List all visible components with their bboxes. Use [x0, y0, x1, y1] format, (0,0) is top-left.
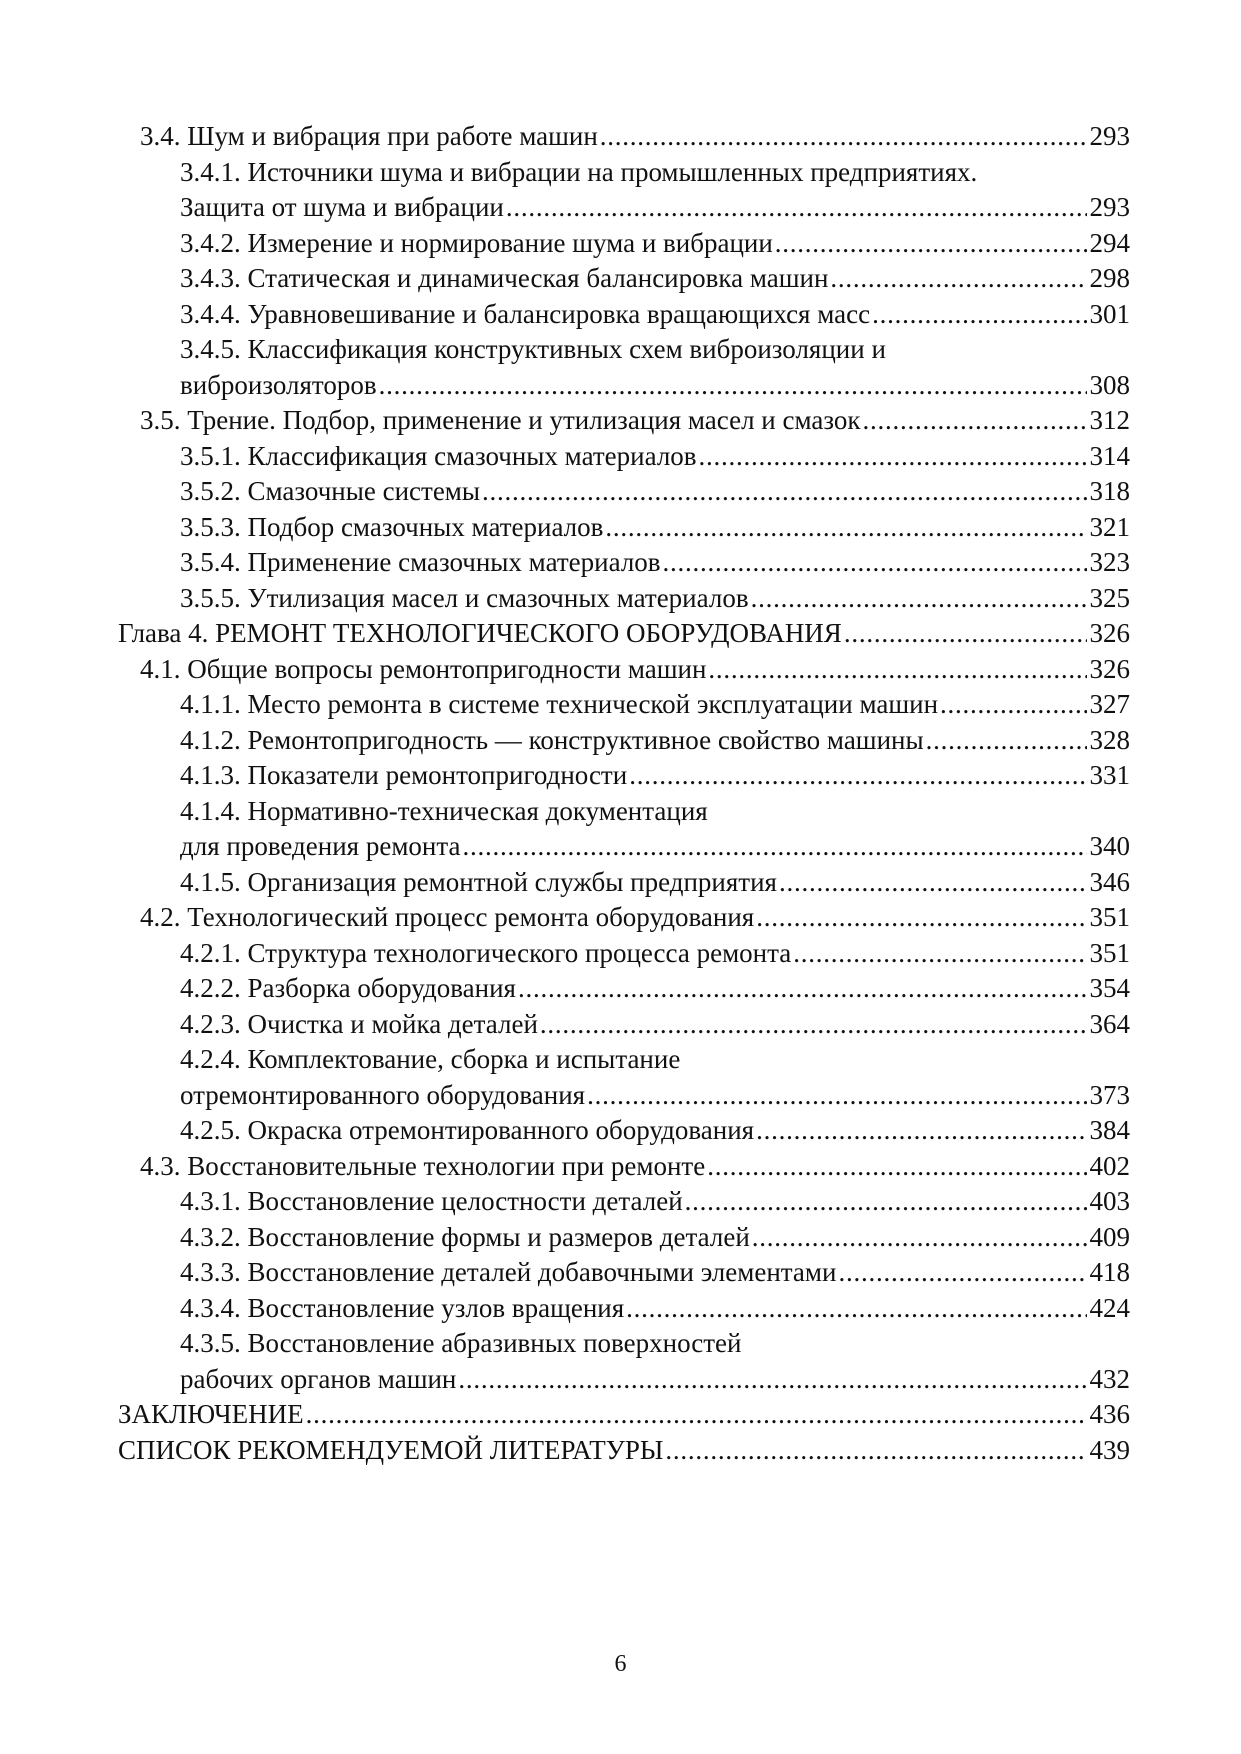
toc-entry[interactable] — [118, 1326, 1130, 1397]
toc-entry-page: 323 — [1089, 547, 1130, 577]
toc-entry-page: 364 — [1089, 1008, 1130, 1039]
toc-entry-title: для проведения ремонта — [180, 831, 461, 861]
toc-entry[interactable] — [118, 1007, 1130, 1043]
dot-leader — [838, 1255, 1086, 1285]
dot-leader — [629, 758, 1086, 788]
dot-leader — [844, 616, 1087, 646]
toc-entry[interactable] — [118, 297, 1130, 333]
toc-entry-page: 293 — [1089, 121, 1130, 151]
toc-entry-title: Глава 4. РЕМОНТ ТЕХНОЛОГИЧЕСКОГО ОБОРУДОВАНИЯ — [118, 618, 842, 648]
dot-leader — [752, 1220, 1087, 1250]
toc-entry-page: 340 — [1089, 831, 1130, 861]
toc-entry-title: 4.2. Технологический процесс ремонта оборудования — [140, 902, 755, 932]
toc-entry-page: 327 — [1089, 689, 1130, 719]
toc-entry[interactable] — [118, 1255, 1130, 1291]
toc-entry[interactable] — [118, 900, 1130, 936]
toc-entry[interactable] — [118, 1397, 1130, 1433]
toc-entry[interactable] — [118, 723, 1130, 759]
dot-leader — [458, 1362, 1086, 1392]
toc-entry[interactable] — [118, 1113, 1130, 1149]
toc-entry[interactable] — [118, 936, 1130, 972]
dot-leader — [756, 1113, 1086, 1143]
toc-entry-page: 351 — [1089, 902, 1130, 932]
toc-entry-title: 3.4. Шум и вибрация при работе машин — [140, 121, 598, 151]
dot-leader — [779, 865, 1087, 895]
toc-entry-title: 3.5.1. Классификация смазочных материалов — [180, 440, 697, 471]
toc-entry-title: СПИСОК РЕКОМЕНДУЕМОЙ ЛИТЕРАТУРЫ — [118, 1434, 664, 1465]
toc-entry-page: 293 — [1089, 192, 1130, 222]
dot-leader — [830, 261, 1086, 291]
toc-entry-page: 318 — [1089, 476, 1130, 506]
toc-entry-page: 325 — [1089, 582, 1130, 613]
toc-entry-page: 346 — [1089, 866, 1130, 897]
toc-entry-title: 3.4.4. Уравновешивание и балансировка вращающихся масс — [180, 298, 871, 329]
toc-entry-page: 312 — [1089, 405, 1130, 435]
toc-entry[interactable] — [118, 439, 1130, 475]
toc-entry[interactable] — [118, 545, 1130, 581]
toc-entry-title: 4.3. Восстановительные технологии при ремонте — [140, 1150, 706, 1181]
dot-leader — [707, 1149, 1086, 1179]
toc-entry-page: 308 — [1089, 369, 1130, 400]
toc-entry[interactable] — [118, 510, 1130, 546]
dot-leader — [506, 190, 1087, 220]
dot-leader — [708, 652, 1086, 682]
toc-entry-page: 354 — [1089, 973, 1130, 1003]
toc-entry-page: 403 — [1089, 1186, 1130, 1216]
toc-entry-title: 4.1.5. Организация ремонтной службы предприятия — [180, 866, 777, 897]
toc-entry[interactable] — [118, 581, 1130, 617]
toc-entry-page: 328 — [1089, 724, 1130, 755]
toc-entry-title: ЗАКЛЮЧЕНИЕ — [118, 1399, 304, 1429]
toc-entry-title: виброизоляторов — [180, 369, 377, 400]
toc-entry-title: 3.4.3. Статическая и динамическая балансировка машин — [180, 263, 829, 293]
dot-leader — [872, 297, 1086, 327]
dot-leader — [379, 368, 1087, 398]
toc-entry-title-line1: 3.4.1. Источники шума и вибрации на промышленных предприятиях. — [180, 156, 978, 187]
toc-entry-page: 409 — [1089, 1221, 1130, 1252]
toc-entry-page: 326 — [1089, 618, 1130, 648]
dot-leader — [518, 971, 1087, 1001]
toc-entry[interactable] — [118, 332, 1130, 403]
dot-leader — [626, 1291, 1086, 1321]
toc-entry[interactable] — [118, 1149, 1130, 1185]
toc-entry[interactable] — [118, 1220, 1130, 1256]
toc-entry-page: 331 — [1089, 760, 1130, 790]
table-of-contents — [118, 119, 1130, 1468]
toc-entry-page: 418 — [1089, 1257, 1130, 1287]
toc-entry-title: 3.5.4. Применение смазочных материалов — [180, 547, 661, 577]
dot-leader — [540, 1007, 1087, 1037]
toc-entry-page: 326 — [1089, 653, 1130, 684]
toc-entry[interactable] — [118, 474, 1130, 510]
toc-entry-page: 384 — [1089, 1115, 1130, 1145]
toc-entry[interactable] — [118, 865, 1130, 901]
toc-entry-title: 4.1. Общие вопросы ремонтопригодности машин — [140, 653, 707, 684]
toc-entry-page: 439 — [1089, 1434, 1130, 1465]
toc-entry-title: 4.2.2. Разборка оборудования — [180, 973, 516, 1003]
toc-entry[interactable] — [118, 794, 1130, 865]
dot-leader — [685, 1184, 1087, 1214]
toc-entry-title: 3.5.2. Смазочные системы — [180, 476, 481, 506]
toc-entry-title: 3.5.3. Подбор смазочных материалов — [180, 511, 604, 542]
toc-entry-title: 3.5. Трение. Подбор, применение и утилизация масел и смазок — [140, 405, 861, 435]
dot-leader — [482, 474, 1086, 504]
dot-leader — [663, 545, 1087, 575]
toc-entry-title-line1: 4.1.4. Нормативно-техническая документация — [180, 795, 708, 826]
dot-leader — [665, 1433, 1086, 1463]
toc-entry-page: 424 — [1089, 1292, 1130, 1323]
toc-entry-title: отремонтированного оборудования — [180, 1079, 586, 1110]
toc-entry[interactable] — [118, 616, 1130, 652]
dot-leader — [462, 829, 1086, 859]
toc-entry[interactable] — [118, 1291, 1130, 1327]
dot-leader — [756, 900, 1086, 930]
toc-entry[interactable] — [118, 155, 1130, 226]
dot-leader — [775, 226, 1087, 256]
toc-entry[interactable] — [118, 971, 1130, 1007]
toc-entry-page: 321 — [1089, 511, 1130, 542]
toc-entry[interactable] — [118, 652, 1130, 688]
toc-entry-title: Защита от шума и вибрации — [180, 192, 504, 222]
toc-entry[interactable] — [118, 1433, 1130, 1469]
dot-leader — [863, 403, 1087, 433]
dot-leader — [926, 723, 1087, 753]
toc-entry-page: 294 — [1089, 227, 1130, 258]
toc-entry-title: 4.1.1. Место ремонта в системе технической эксплуатации машин — [180, 689, 939, 719]
dot-leader — [600, 119, 1087, 149]
toc-entry-page: 436 — [1089, 1399, 1130, 1429]
toc-entry-title: 4.3.3. Восстановление деталей добавочными элементами — [180, 1257, 837, 1287]
toc-entry-page: 402 — [1089, 1150, 1130, 1181]
toc-entry[interactable] — [118, 119, 1130, 155]
toc-entry-title-line1: 4.2.4. Комплектование, сборка и испытание — [180, 1044, 681, 1074]
toc-entry-title: 4.2.3. Очистка и мойка деталей — [180, 1008, 538, 1039]
toc-entry[interactable] — [118, 1042, 1130, 1113]
toc-entry[interactable] — [118, 687, 1130, 723]
toc-entry-title: 4.3.1. Восстановление целостности деталей — [180, 1186, 683, 1216]
toc-entry[interactable] — [118, 226, 1130, 262]
toc-entry[interactable] — [118, 1184, 1130, 1220]
page-number: 6 — [614, 1651, 627, 1677]
toc-entry-title-line1: 3.4.5. Классификация конструктивных схем виброизоляции и — [180, 334, 886, 364]
toc-entry-page: 373 — [1089, 1079, 1130, 1110]
toc-entry-title: 4.1.3. Показатели ремонтопригодности — [180, 760, 628, 790]
toc-entry[interactable] — [118, 261, 1130, 297]
toc-entry-page: 301 — [1089, 298, 1130, 329]
toc-entry-title: 4.3.2. Восстановление формы и размеров деталей — [180, 1221, 750, 1252]
toc-entry-title: 3.4.2. Измерение и нормирование шума и вибрации — [180, 227, 773, 258]
dot-leader — [306, 1397, 1087, 1427]
toc-entry-title: 4.1.2. Ремонтопригодность — конструктивное свойство машины — [180, 724, 924, 755]
toc-entry-title: рабочих органов машин — [180, 1363, 457, 1394]
toc-entry-title: 4.3.4. Восстановление узлов вращения — [180, 1292, 625, 1323]
toc-entry-page: 432 — [1089, 1363, 1130, 1394]
toc-entry-page: 314 — [1089, 440, 1130, 471]
dot-leader — [605, 510, 1086, 540]
toc-entry[interactable] — [118, 758, 1130, 794]
dot-leader — [793, 936, 1086, 966]
toc-entry-page: 298 — [1089, 263, 1130, 293]
dot-leader — [587, 1078, 1086, 1108]
toc-entry-title: 4.2.5. Окраска отремонтированного оборудования — [180, 1115, 755, 1145]
toc-entry-title-line1: 4.3.5. Восстановление абразивных поверхностей — [180, 1328, 742, 1358]
dot-leader — [699, 439, 1087, 469]
dot-leader — [751, 581, 1087, 611]
toc-entry-page: 351 — [1089, 937, 1130, 968]
dot-leader — [940, 687, 1086, 717]
toc-entry-title: 3.5.5. Утилизация масел и смазочных материалов — [180, 582, 749, 613]
toc-entry-title: 4.2.1. Структура технологического процесса ремонта — [180, 937, 792, 968]
toc-entry[interactable] — [118, 403, 1130, 439]
